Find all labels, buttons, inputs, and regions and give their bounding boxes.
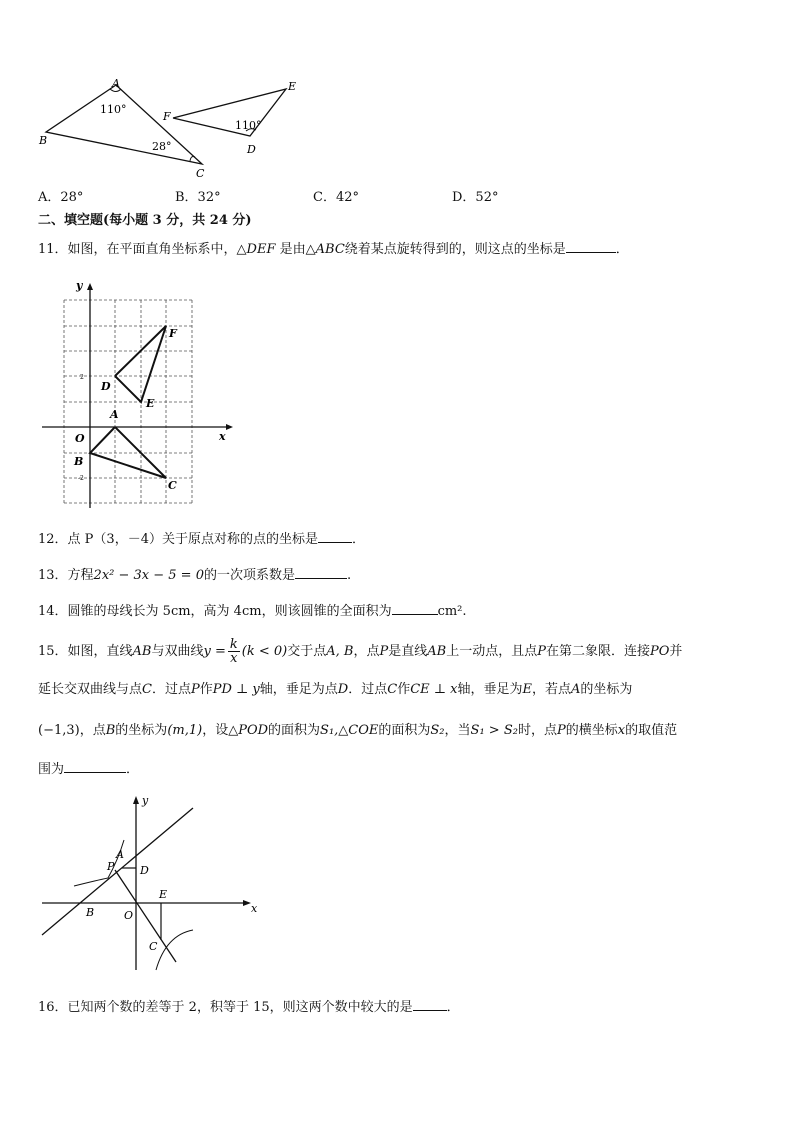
label-p: P bbox=[107, 860, 115, 873]
q15-answer-blank[interactable] bbox=[64, 760, 126, 773]
q11-grid-figure bbox=[38, 276, 238, 511]
q10-triangles-figure bbox=[30, 75, 320, 185]
q15-text: 上一动点，且点 bbox=[446, 644, 538, 659]
q15-text: ，点 bbox=[353, 644, 380, 659]
q15-text: 的面积为 bbox=[378, 723, 431, 738]
q15-math: △POD bbox=[228, 723, 269, 738]
q13-pre: 13．方程 bbox=[38, 568, 94, 583]
q15-text: 与双曲线 bbox=[151, 644, 204, 659]
q15-text: 的横坐标 bbox=[565, 723, 618, 738]
triangle-def bbox=[173, 89, 286, 136]
question-11 bbox=[38, 240, 629, 259]
q15-text: ．过点 bbox=[151, 682, 191, 697]
q15-math: (m,1) bbox=[167, 723, 203, 738]
q14-text: 14．圆锥的母线长为 5cm，高为 4cm，则该圆锥的全面积为 bbox=[38, 604, 392, 619]
q16-text: 16．已知两个数的差等于 2，积等于 15，则这两个数中较大的是 bbox=[38, 1000, 413, 1015]
q15-text: 作 bbox=[397, 682, 411, 697]
q15-math: PO bbox=[649, 644, 670, 659]
q15-fraction bbox=[228, 638, 240, 665]
label-b: B bbox=[39, 134, 48, 147]
option-b: B．32° bbox=[175, 190, 221, 205]
q15-hyperbola-figure bbox=[38, 790, 268, 975]
q15-math: S₁ > S₂ bbox=[470, 723, 518, 738]
label-e: E bbox=[146, 397, 155, 410]
x-label: x bbox=[219, 430, 226, 443]
origin-label: O bbox=[75, 432, 85, 445]
q15-text: 并 bbox=[669, 644, 683, 659]
q15-text: 交于点 bbox=[287, 644, 327, 659]
option-a: A．28° bbox=[38, 190, 84, 205]
q13-end: . bbox=[347, 568, 352, 583]
option-d: D．52° bbox=[452, 190, 499, 205]
q15-math: E bbox=[522, 682, 532, 697]
question-15-line-4 bbox=[38, 760, 139, 779]
q15-text: ，当 bbox=[444, 723, 471, 738]
angle-c-arc bbox=[190, 157, 195, 162]
question-15-line-3 bbox=[38, 722, 677, 740]
x-label: x bbox=[251, 902, 258, 915]
label-b: B bbox=[86, 906, 95, 919]
q15-math: (−1,3) bbox=[38, 723, 80, 738]
q11-answer-blank[interactable] bbox=[566, 240, 616, 253]
q15-math: A bbox=[571, 682, 581, 697]
q13-equation: 2x² − 3x − 5 = 0 bbox=[93, 568, 204, 583]
y-label: y bbox=[76, 279, 83, 292]
question-13 bbox=[38, 566, 351, 585]
q15-text: ，设 bbox=[202, 723, 229, 738]
question-15-line-1 bbox=[38, 638, 682, 665]
q11-mid: 是由 bbox=[279, 242, 306, 257]
question-15-line-2 bbox=[38, 681, 632, 699]
label-c: C bbox=[149, 940, 158, 953]
q15-text: 15．如图，直线 bbox=[38, 644, 133, 659]
label-b: B bbox=[74, 455, 84, 468]
q15-math: x bbox=[617, 723, 626, 738]
fraction-denominator: x bbox=[230, 651, 238, 666]
q15-text: 的坐标为 bbox=[580, 682, 633, 697]
fraction-numerator: k bbox=[229, 637, 238, 652]
y-axis-arrow bbox=[87, 283, 93, 290]
q15-math: AB bbox=[132, 644, 152, 659]
q12-answer-blank[interactable] bbox=[318, 530, 352, 543]
q15-end: ． bbox=[126, 762, 140, 777]
q15-math: P bbox=[190, 682, 200, 697]
q15-math: PD ⊥ y bbox=[212, 682, 260, 697]
question-12 bbox=[38, 530, 365, 549]
section-title: 二、填空题(每小题 3 分，共 24 分) bbox=[38, 213, 252, 228]
q12-text: 12．点 P（3，－4）关于原点对称的点的坐标是 bbox=[38, 532, 318, 547]
label-c: C bbox=[168, 479, 177, 492]
angle-a-value: 110° bbox=[100, 103, 127, 116]
hyperbola-branch-left bbox=[74, 840, 124, 886]
label-e: E bbox=[288, 80, 297, 93]
q11-post: 绕着某点旋转得到的，则这点的坐标是 bbox=[344, 242, 566, 257]
q15-text: ，点 bbox=[79, 723, 106, 738]
angle-d-value: 110° bbox=[235, 119, 262, 132]
triangle-abc bbox=[90, 427, 166, 478]
triangle-def bbox=[115, 326, 166, 402]
q15-text: 轴，垂足为点 bbox=[259, 682, 338, 697]
q15-math: C bbox=[387, 682, 398, 697]
y-label: y bbox=[142, 794, 149, 807]
q12-end: ． bbox=[351, 532, 365, 547]
q11-end: ． bbox=[615, 242, 629, 257]
origin-label: O bbox=[124, 909, 134, 922]
q15-math: S₁, bbox=[320, 723, 339, 738]
q15-text: ．过点 bbox=[348, 682, 388, 697]
q16-answer-blank[interactable] bbox=[413, 998, 447, 1011]
label-c: C bbox=[196, 167, 205, 180]
question-16 bbox=[38, 998, 460, 1017]
q15-math: (k < 0) bbox=[241, 644, 288, 659]
q15-math: A, B bbox=[326, 644, 354, 659]
q14-answer-blank[interactable] bbox=[392, 602, 438, 615]
label-a: A bbox=[116, 848, 124, 861]
label-e: E bbox=[159, 888, 168, 901]
q15-math: △COE bbox=[338, 723, 379, 738]
label-d: D bbox=[140, 864, 149, 877]
q15-math: P bbox=[556, 723, 566, 738]
label-a: A bbox=[112, 77, 120, 90]
x-axis-arrow bbox=[226, 424, 233, 430]
q15-text: 的坐标为 bbox=[115, 723, 168, 738]
line-ab bbox=[42, 808, 193, 935]
q15-math: P bbox=[537, 644, 546, 659]
label-f: F bbox=[163, 110, 171, 123]
q16-end: ． bbox=[446, 1000, 460, 1015]
tick-minus-2: -2 bbox=[78, 475, 84, 482]
label-f: F bbox=[169, 327, 177, 340]
label-d: D bbox=[101, 380, 111, 393]
q15-math: P bbox=[379, 644, 389, 659]
q11-def: △DEF bbox=[236, 242, 276, 257]
q13-answer-blank[interactable] bbox=[295, 566, 347, 579]
q11-pre: 11．如图，在平面直角坐标系中， bbox=[38, 242, 237, 257]
x-axis-arrow bbox=[243, 900, 251, 906]
angle-c-value: 28° bbox=[152, 140, 172, 153]
q15-math: S₂ bbox=[430, 723, 445, 738]
q15-math: y = bbox=[203, 644, 226, 659]
q15-math: D bbox=[337, 682, 349, 697]
q15-text: 围为 bbox=[38, 762, 65, 777]
triangle-abc bbox=[46, 85, 202, 164]
q11-abc: △ABC bbox=[305, 242, 345, 257]
q15-text: 是直线 bbox=[388, 644, 428, 659]
q14-unit: cm². bbox=[437, 604, 467, 619]
tick-2: 2 bbox=[80, 374, 84, 381]
y-axis-arrow bbox=[133, 796, 139, 804]
q13-post: 的一次项系数是 bbox=[203, 568, 295, 583]
q15-text: 的取值范 bbox=[625, 723, 678, 738]
q15-text: 的面积为 bbox=[268, 723, 321, 738]
q15-math: C bbox=[142, 682, 152, 697]
q15-math: AB bbox=[427, 644, 447, 659]
label-a: A bbox=[110, 408, 119, 421]
label-d: D bbox=[247, 143, 256, 156]
q15-math: B bbox=[105, 723, 116, 738]
q15-text: 时，点 bbox=[517, 723, 557, 738]
q15-text: 轴，垂足为 bbox=[457, 682, 523, 697]
question-14 bbox=[38, 602, 467, 621]
q15-text: ，若点 bbox=[531, 682, 571, 697]
q15-math: CE ⊥ x bbox=[410, 682, 458, 697]
q15-text: 延长交双曲线与点 bbox=[38, 682, 143, 697]
q15-text: 在第二象限．连接 bbox=[545, 644, 650, 659]
q15-text: 作 bbox=[199, 682, 213, 697]
option-c: C．42° bbox=[313, 190, 359, 205]
